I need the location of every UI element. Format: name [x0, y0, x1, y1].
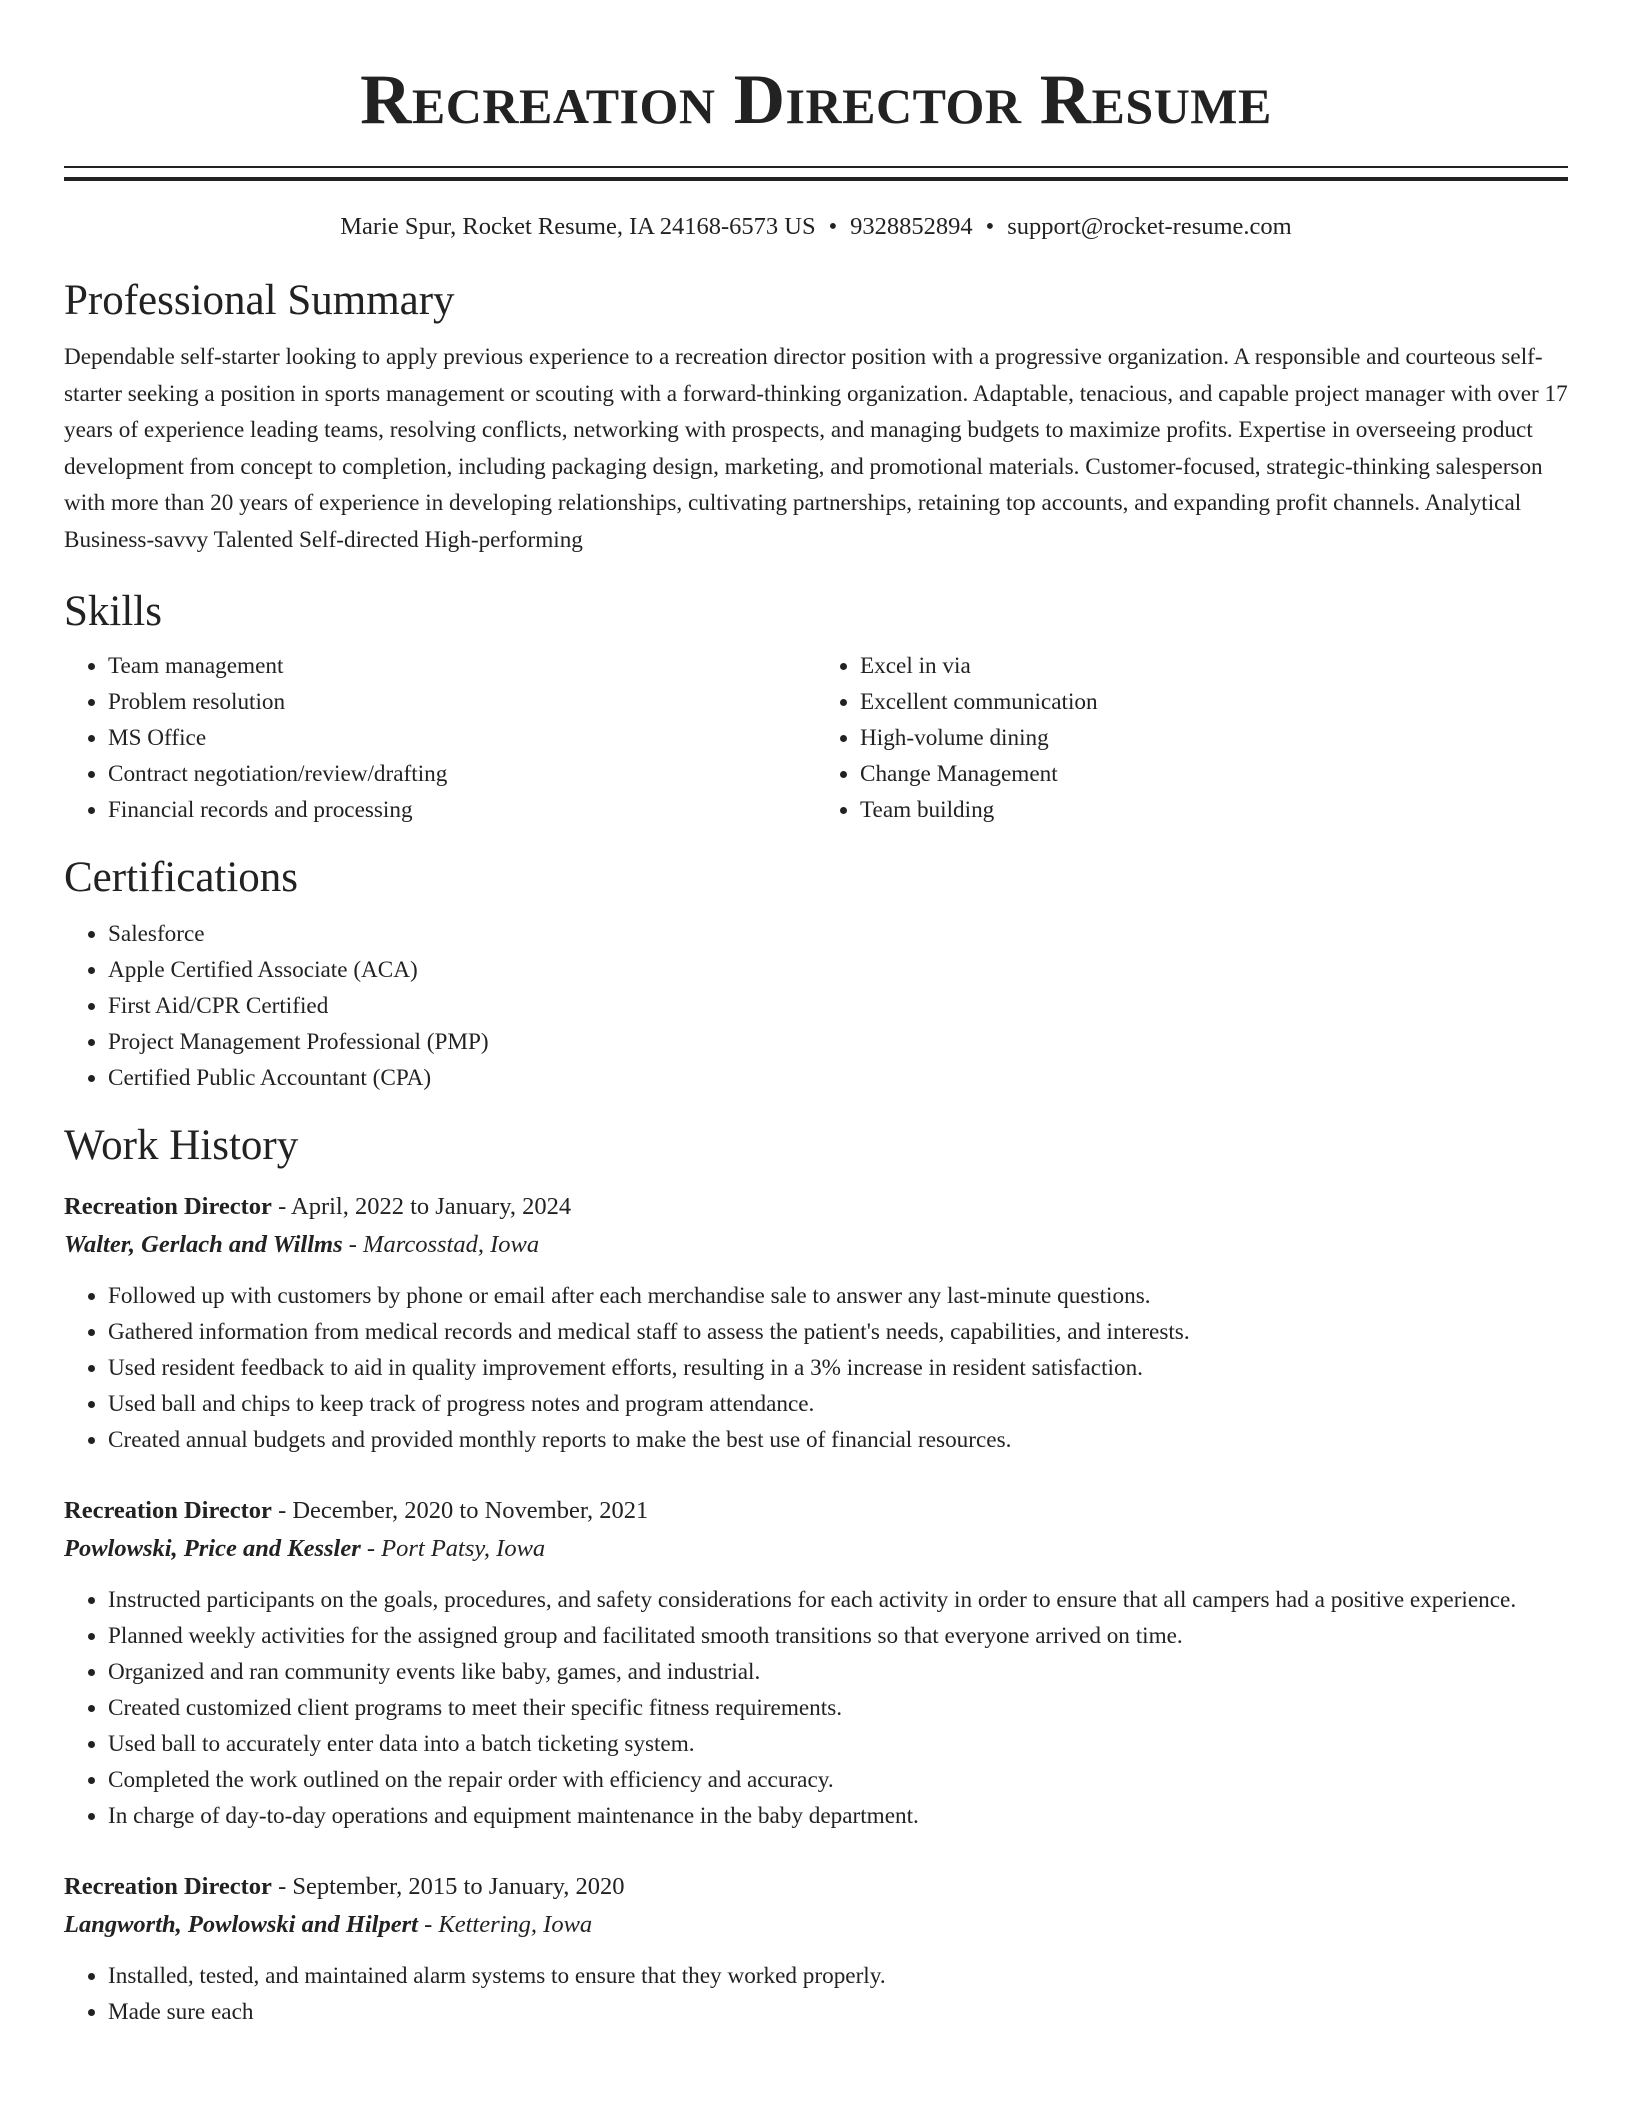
- skill-item: • MS Office: [108, 720, 816, 756]
- job-location: - Marcosstad, Iowa: [342, 1231, 540, 1258]
- job-title-line: [64, 1868, 1568, 1906]
- job-bullet: • Planned weekly activities for the assigned group and facilitated smooth transitions so that everyone arrived on time.: [108, 1618, 1568, 1654]
- job-bullet: • Used resident feedback to aid in quality improvement efforts, resulting in a 3% increase in resident satisfaction.: [108, 1350, 1568, 1386]
- job-company: Langworth, Powlowski and Hilpert: [64, 1911, 418, 1938]
- job-dates: - September, 2015 to January, 2020: [271, 1873, 625, 1900]
- skills-heading: Skills: [64, 588, 162, 635]
- job-bullet: • Followed up with customers by phone or email after each merchandise sale to answer any last-minute questions.: [108, 1278, 1568, 1314]
- job-bullet: • In charge of day-to-day operations and equipment maintenance in the baby department.: [108, 1798, 1568, 1834]
- work-history-heading: Work History: [64, 1122, 299, 1169]
- job-dates: - April, 2022 to January, 2024: [271, 1193, 572, 1220]
- certification-item: • Salesforce: [108, 916, 1568, 952]
- contact-phone: 9328852894: [850, 213, 973, 240]
- certification-item: • Apple Certified Associate (ACA): [108, 952, 1568, 988]
- summary-text: Dependable self-starter looking to apply previous experience to a recreation director position with a progressive organization. A responsible and courteous self-starter seeking a position in sports management or scouting with a forward-thinking organization. Adaptable, tenacious, and capable project manager with over 17 years of experience leading teams, resolving conflicts, networking with prospects, and managing budgets to maximize profits. Expertise in overseeing product development from concept to completion, including packaging design, marketing, and promotional materials. Customer-focused, strategic-thinking salesperson with more than 20 years of experience in developing relationships, cultivating partnerships, retaining top accounts, and expanding profit channels. Analytical Business-savvy Talented Self-directed High-performing: [64, 344, 1568, 553]
- skill-item: • Financial records and processing: [108, 792, 816, 828]
- job-bullet: • Gathered information from medical records and medical staff to assess the patient's needs, capabilities, and interests.: [108, 1314, 1568, 1350]
- skills-columns: [64, 648, 1568, 828]
- skill-item: • Team building: [860, 792, 1568, 828]
- job-bullet: • Organized and ran community events like baby, games, and industrial.: [108, 1654, 1568, 1690]
- contact-line: [64, 209, 1568, 245]
- job-company-line: [64, 1530, 1568, 1568]
- job-bullet: • Completed the work outlined on the repair order with efficiency and accuracy.: [108, 1762, 1568, 1798]
- skill-item: • Change Management: [860, 756, 1568, 792]
- skill-item: • High-volume dining: [860, 720, 1568, 756]
- contact-separator: •: [985, 213, 995, 240]
- certification-item: • First Aid/CPR Certified: [108, 988, 1568, 1024]
- job-bullet: • Instructed participants on the goals, procedures, and safety considerations for each activity in order to ensure that all campers had a positive experience.: [108, 1582, 1568, 1618]
- job-title: Recreation Director: [64, 1193, 272, 1220]
- job-bullet: • Installed, tested, and maintained alarm systems to ensure that they worked properly.: [108, 1958, 1568, 1994]
- job-title-line: [64, 1492, 1568, 1530]
- job-title: Recreation Director: [64, 1497, 272, 1524]
- job-company: Powlowski, Price and Kessler: [64, 1535, 361, 1562]
- job-entry: [64, 1188, 1568, 1458]
- skill-item: • Excellent communication: [860, 684, 1568, 720]
- job-entry: [64, 1492, 1568, 1834]
- job-bullet: • Made sure each: [108, 1994, 1568, 2030]
- contact-email: support@rocket-resume.com: [1007, 213, 1292, 240]
- resume-title: Recreation Director Resume: [360, 61, 1272, 139]
- job-dates: - December, 2020 to November, 2021: [271, 1497, 649, 1524]
- skill-item: • Problem resolution: [108, 684, 816, 720]
- job-location: - Kettering, Iowa: [417, 1911, 593, 1938]
- job-company-line: [64, 1906, 1568, 1944]
- skill-item: • Excel in via: [860, 648, 1568, 684]
- job-bullet: • Created customized client programs to meet their specific fitness requirements.: [108, 1690, 1568, 1726]
- job-bullets: [64, 1278, 1568, 1458]
- skill-item: • Team management: [108, 648, 816, 684]
- job-company: Walter, Gerlach and Willms: [64, 1231, 343, 1258]
- job-bullets: [64, 1958, 1568, 2030]
- skills-list-right: [816, 648, 1568, 828]
- title-divider: [64, 166, 1568, 181]
- skills-list-left: [64, 648, 816, 828]
- certifications-heading: Certifications: [64, 854, 299, 901]
- certification-item: • Certified Public Accountant (CPA): [108, 1060, 1568, 1096]
- job-bullet: • Created annual budgets and provided monthly reports to make the best use of financial resources.: [108, 1422, 1568, 1458]
- certification-item: • Project Management Professional (PMP): [108, 1024, 1568, 1060]
- job-title-line: [64, 1188, 1568, 1226]
- resume-page: [64, 0, 1568, 2030]
- job-company-line: [64, 1226, 1568, 1264]
- summary-heading: Professional Summary: [64, 277, 455, 324]
- skill-item: • Contract negotiation/review/drafting: [108, 756, 816, 792]
- job-bullet: • Used ball to accurately enter data into a batch ticketing system.: [108, 1726, 1568, 1762]
- job-title: Recreation Director: [64, 1873, 272, 1900]
- job-entry: [64, 1868, 1568, 2030]
- job-location: - Port Patsy, Iowa: [360, 1535, 546, 1562]
- contact-separator: •: [828, 213, 838, 240]
- contact-address: Marie Spur, Rocket Resume, IA 24168-6573 US: [340, 213, 816, 240]
- certifications-list: [64, 916, 1568, 1096]
- job-bullet: • Used ball and chips to keep track of progress notes and program attendance.: [108, 1386, 1568, 1422]
- job-bullets: [64, 1582, 1568, 1834]
